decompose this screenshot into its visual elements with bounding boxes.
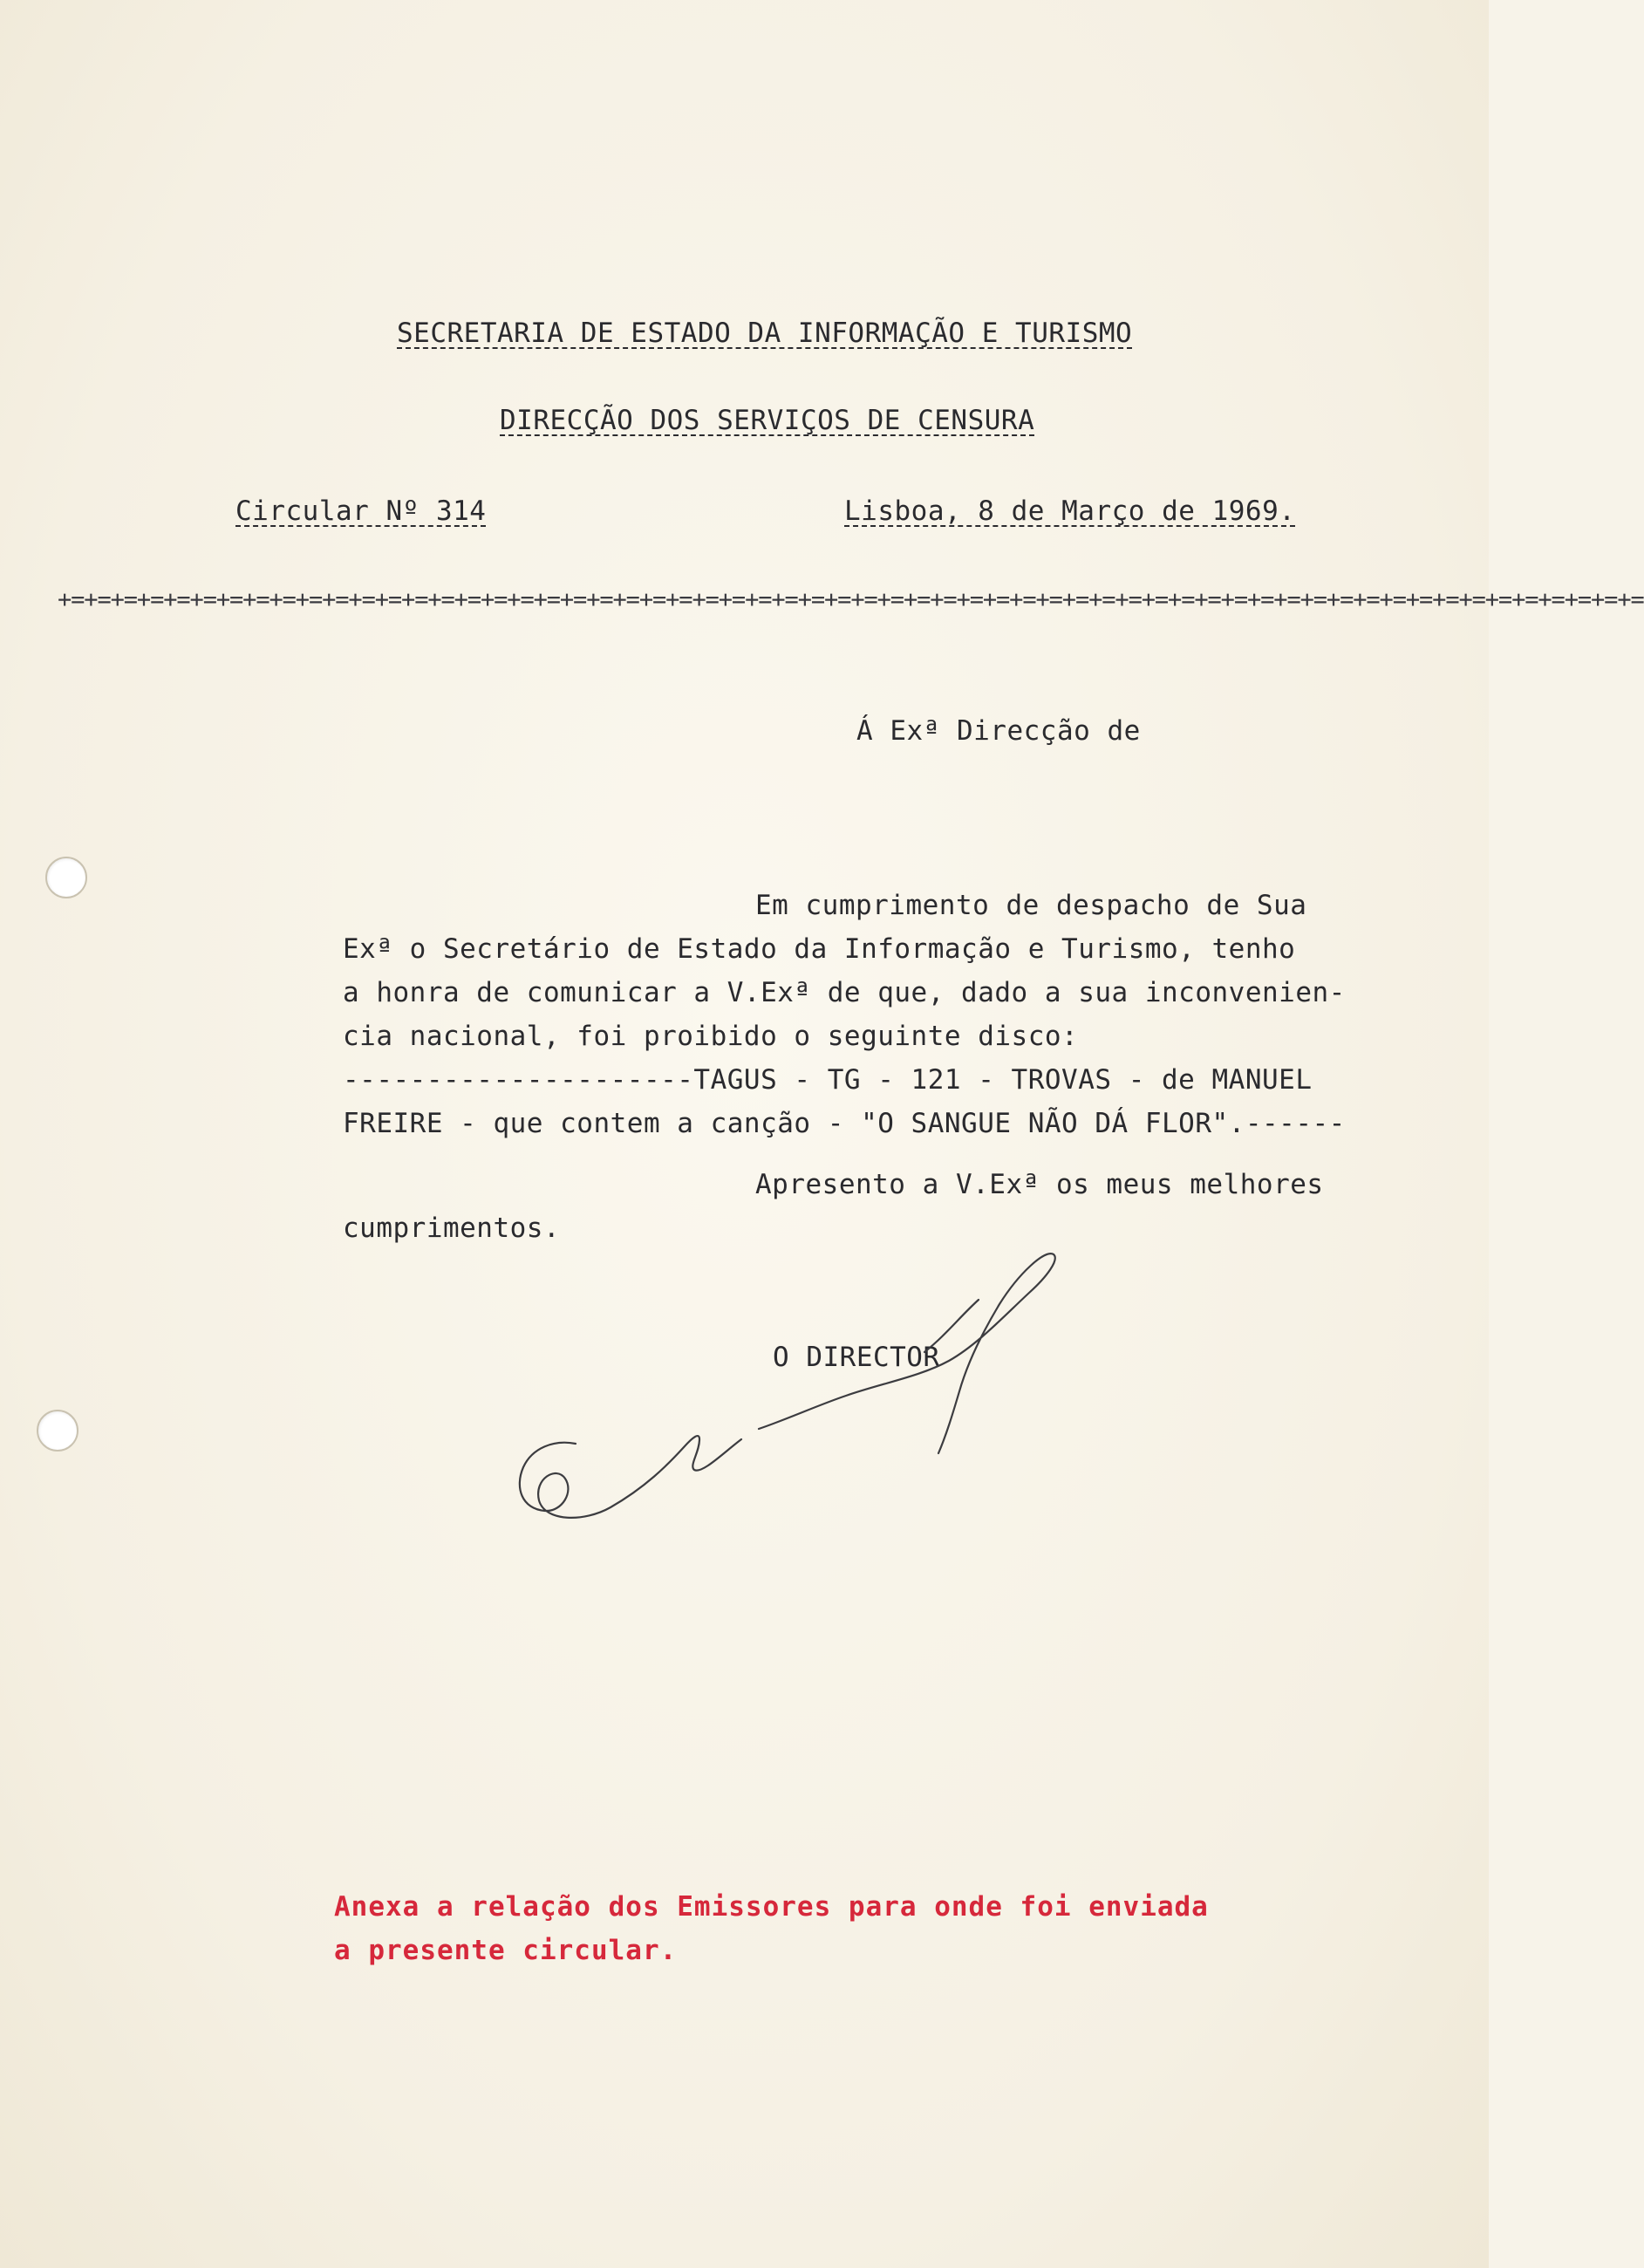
addressee: Á Exª Direcção de — [856, 715, 1141, 747]
body-line: a honra de comunicar a V.Exª de que, dado a sua inconvenien- — [343, 977, 1346, 1008]
body-line: Em cumprimento de despacho de Sua — [755, 890, 1307, 921]
letterhead-ministry: SECRETARIA DE ESTADO DA INFORMAÇÃO E TURISMO — [397, 318, 1133, 349]
closing-line: Apresento a V.Exª os meus melhores — [755, 1169, 1324, 1200]
letterhead-directorate: DIRECÇÃO DOS SERVIÇOS DE CENSURA — [500, 405, 1035, 436]
body-line: cia nacional, foi proibido o seguinte disco: — [343, 1021, 1079, 1052]
annex-note-line: a presente circular. — [334, 1935, 678, 1966]
punch-hole — [37, 1410, 78, 1452]
handwritten-signature — [471, 1230, 1116, 1544]
body-line: FREIRE - que contem a canção - "O SANGUE NÃO DÁ FLOR".------ — [343, 1108, 1346, 1139]
annex-note-line: Anexa a relação dos Emissores para onde foi enviada — [334, 1891, 1209, 1923]
circular-number: Circular Nº 314 — [235, 495, 487, 527]
separator-line: +=+=+=+=+=+=+=+=+=+=+=+=+=+=+=+=+=+=+=+=+=+=+=+=+=+=+=+=+=+=+=+=+=+=+=+=+=+=+=+=+=+=+=+=+=+=+=+=+=+=+=+=+=+=+=+=+=+=+=+= — [58, 586, 1644, 613]
body-line: Exª o Secretário de Estado da Informação e Turismo, tenho — [343, 933, 1296, 965]
circular-date: Lisboa, 8 de Março de 1969. — [844, 495, 1296, 527]
body-line: ---------------------TAGUS - TG - 121 - TROVAS - de MANUEL — [343, 1064, 1313, 1096]
punch-hole — [45, 857, 87, 898]
signatory-title: O DIRECTOR — [773, 1342, 940, 1373]
closing-line: cumprimentos. — [343, 1213, 561, 1244]
